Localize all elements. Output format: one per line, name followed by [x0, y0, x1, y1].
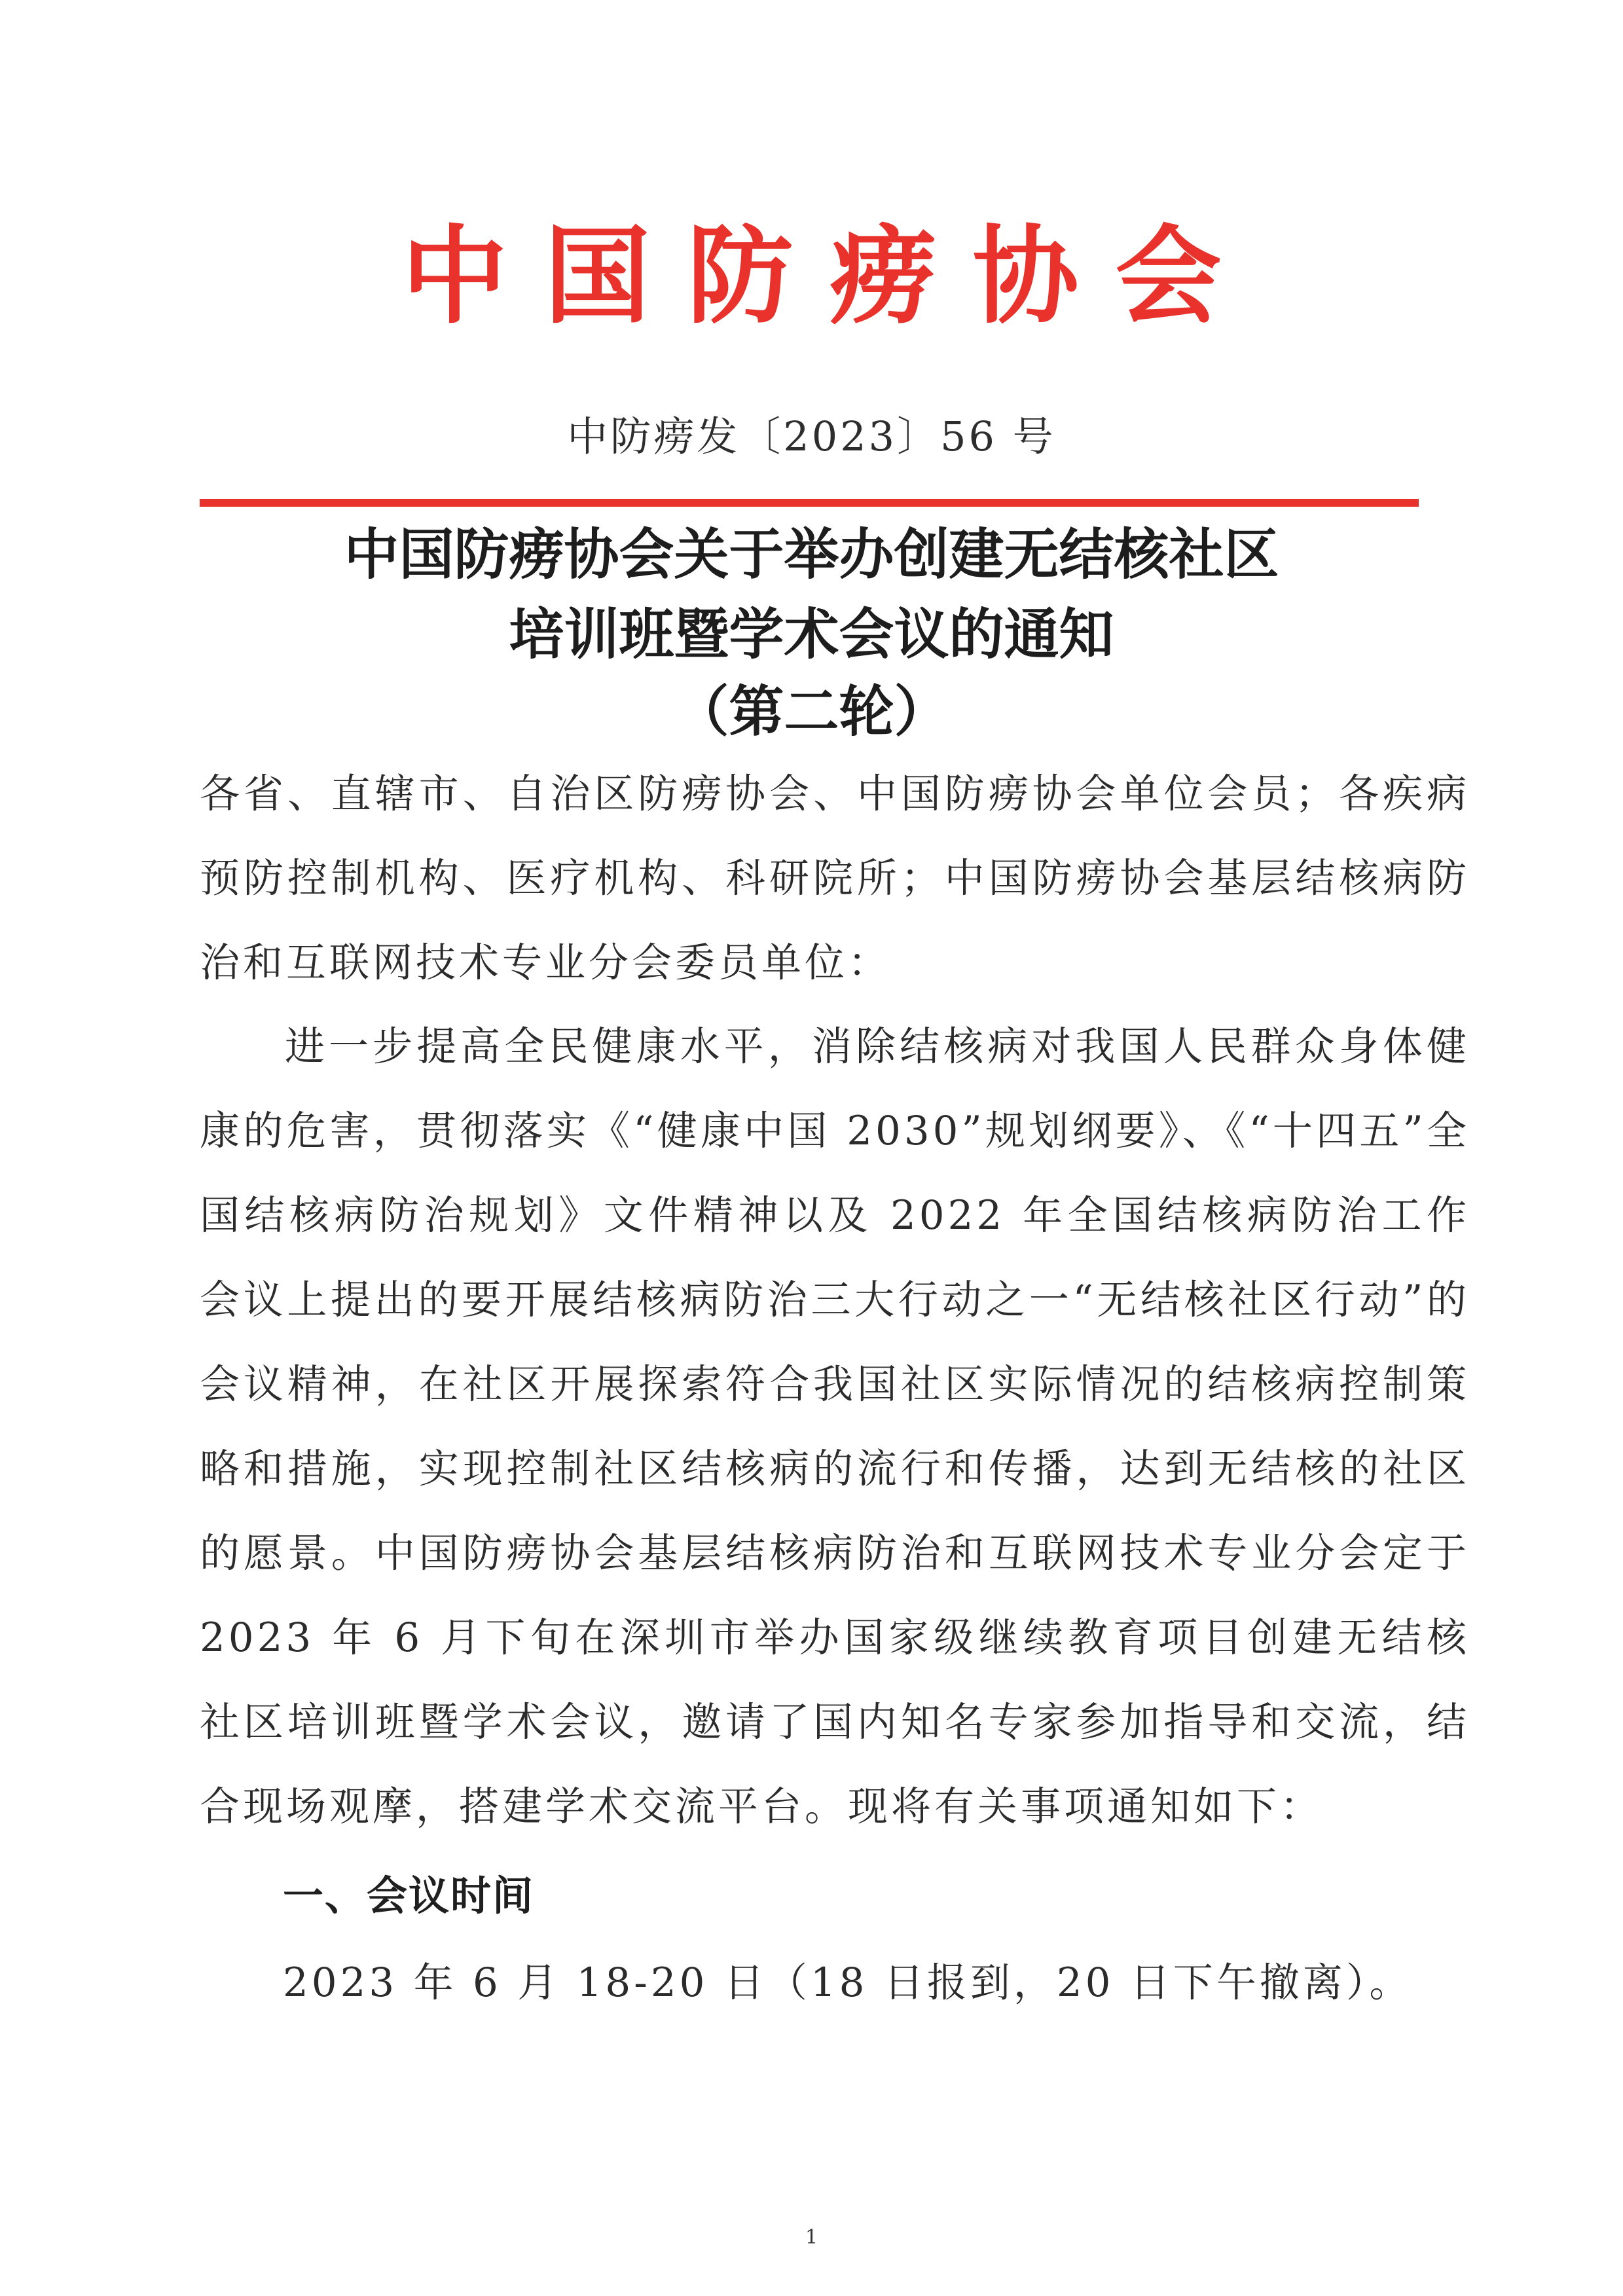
- notice-title-line-1: 中国防痨协会关于举办创建无结核社区: [344, 522, 1279, 587]
- addressee-paragraph: 各省、直辖市、自治区防痨协会、中国防痨协会单位会员；各疾病预防控制机构、医疗机构、科研院所；中国防痨协会基层结核病防治和互联网技术专业分会委员单位：: [200, 771, 1470, 986]
- page-number: 1: [805, 2226, 818, 2249]
- section-heading-meeting-time: 一、会议时间: [283, 1872, 535, 1920]
- red-divider-line: [200, 499, 1419, 507]
- notice-title-line-2: 培训班暨学术会议的通知: [509, 602, 1114, 666]
- main-paragraph: 进一步提高全民健康水平，消除结核病对我国人民群众身体健康的危害，贯彻落实《“健康中国 2030”规划纲要》、《“十四五”全国结核病防治规划》文件精神以及 2022 年全国结核病防治工作会议上提出的要开展结核病防治三大行动之一“无结核社区行动”的会议精神，在社区开展探索符合我国社区实际情况的结核病控制策略和措施，实现控制社区结核病的流行和传播，达到无结核的社区的愿景。中国防痨协会基层结核病防治和互联网技术专业分会定于 2023 年 6 月下旬在深圳市举办国家级继续教育项目创建无结核社区培训班暨学术会议，邀请了国内知名专家参加指导和交流，结合现场观摩，搭建学术交流平台。现将有关事项通知如下：: [200, 1023, 1470, 1830]
- organization-header: 中国防痨协会: [401, 215, 1258, 338]
- meeting-time-text: 2023 年 6 月 18-20 日（18 日报到，20 日下午撤离）。: [283, 1959, 1413, 2006]
- document-number: 中防痨发〔2023〕56 号: [567, 412, 1056, 460]
- notice-title-round: （第二轮）: [674, 679, 949, 744]
